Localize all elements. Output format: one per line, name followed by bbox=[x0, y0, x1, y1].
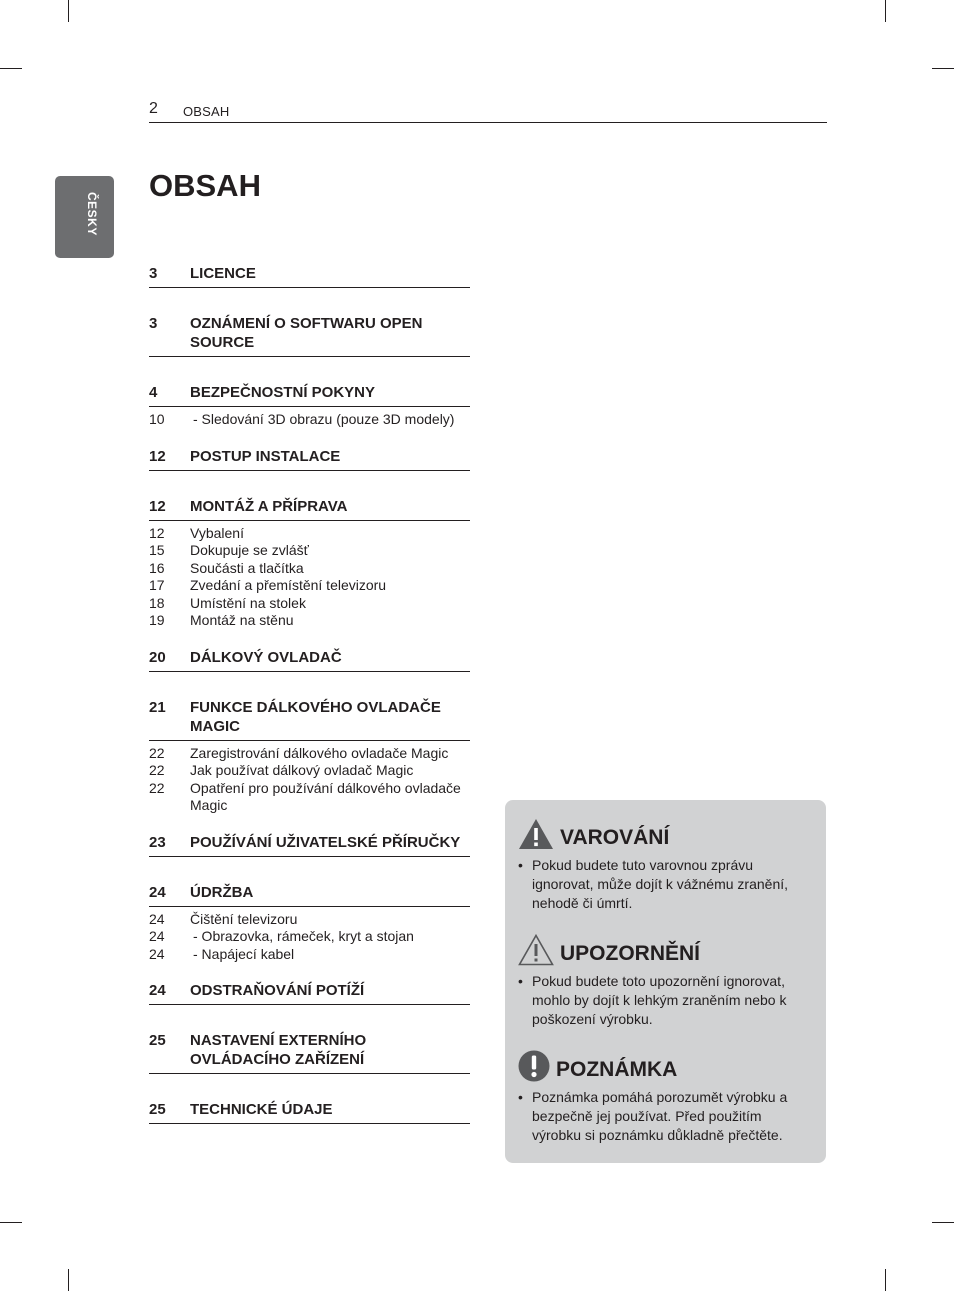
toc-subsection bbox=[149, 745, 470, 763]
toc-subsection-page: 19 bbox=[149, 612, 165, 628]
toc-section-title: BEZPEČNOSTNÍ POKYNY bbox=[190, 384, 376, 401]
toc-subsection bbox=[149, 911, 470, 929]
toc-subsection-page: 18 bbox=[149, 594, 165, 611]
toc-page-number: 4 bbox=[149, 384, 158, 401]
toc-page-number: 12 bbox=[149, 447, 166, 465]
toc-subsection bbox=[149, 577, 470, 595]
table-of-contents bbox=[149, 264, 470, 1124]
toc-subsection bbox=[149, 595, 470, 613]
toc-page-number: 25 bbox=[149, 1101, 166, 1118]
note-exclamation-icon bbox=[518, 1050, 550, 1082]
caution-triangle-icon bbox=[518, 934, 554, 966]
crop-mark bbox=[885, 1269, 886, 1291]
toc-subsection-title: Vybalení bbox=[190, 524, 244, 541]
toc-section-row bbox=[149, 1031, 470, 1069]
toc-section-row bbox=[149, 497, 470, 516]
toc-page-number: 23 bbox=[149, 833, 166, 851]
toc-section-title: NASTAVENÍ EXTERNÍHO OVLÁDACÍHO ZAŘÍZENÍ bbox=[190, 1032, 367, 1068]
toc-subsection bbox=[149, 612, 470, 630]
toc-subsection bbox=[149, 762, 470, 780]
toc-section-row bbox=[149, 883, 470, 902]
toc-subsection bbox=[149, 525, 470, 543]
crop-mark bbox=[68, 0, 69, 22]
toc-section bbox=[149, 833, 470, 857]
toc-subsection-title: Součásti a tlačítka bbox=[190, 559, 304, 576]
toc-section-title: TECHNICKÉ ÚDAJE bbox=[190, 1101, 333, 1118]
toc-page-number: 21 bbox=[149, 698, 166, 716]
toc-section-row bbox=[149, 447, 470, 466]
toc-subsection-list bbox=[149, 741, 470, 815]
running-title: OBSAH bbox=[183, 104, 230, 119]
toc-section bbox=[149, 883, 470, 907]
toc-section-title: OZNÁMENÍ O SOFTWARU OPEN SOURCE bbox=[190, 315, 423, 351]
toc-subsection-title: Montáž na stěnu bbox=[190, 612, 294, 628]
toc-section bbox=[149, 447, 470, 471]
toc-section-title: MONTÁŽ A PŘÍPRAVA bbox=[190, 497, 348, 515]
caution-heading bbox=[518, 932, 808, 966]
crop-mark bbox=[932, 1222, 954, 1223]
notice-box bbox=[505, 800, 826, 1163]
toc-section-row bbox=[149, 383, 470, 402]
toc-subsection-title: Zvedání a přemístění televizoru bbox=[190, 577, 387, 593]
toc-subsection bbox=[149, 560, 470, 578]
toc-subsection bbox=[149, 542, 470, 560]
toc-section-title: LICENCE bbox=[190, 265, 256, 282]
toc-section-row bbox=[149, 648, 470, 667]
caution-title: UPOZORNĚNÍ bbox=[560, 942, 701, 965]
crop-mark bbox=[0, 1222, 22, 1223]
note-title: POZNÁMKA bbox=[556, 1058, 678, 1081]
toc-section-row bbox=[149, 264, 470, 283]
toc-section-title: ÚDRŽBA bbox=[190, 883, 254, 901]
language-tab bbox=[55, 176, 114, 258]
toc-subsection-title: Opatření pro používání dálkového ovladače Magic bbox=[190, 779, 461, 813]
toc-page-number: 3 bbox=[149, 315, 158, 332]
crop-mark bbox=[0, 68, 22, 69]
toc-section bbox=[149, 497, 470, 521]
toc-subsection-title: Zaregistrování dálkového ovladače Magic bbox=[190, 744, 449, 761]
warning-triangle-icon bbox=[518, 818, 554, 850]
toc-subsection bbox=[149, 411, 470, 429]
toc-subsection-title: Umístění na stolek bbox=[190, 594, 306, 611]
toc-section bbox=[149, 264, 470, 288]
warning-heading bbox=[518, 816, 808, 850]
toc-section-row bbox=[149, 314, 470, 352]
toc-page-number: 24 bbox=[149, 982, 166, 999]
bullet: • bbox=[518, 1089, 523, 1105]
toc-page-number: 24 bbox=[149, 883, 166, 901]
toc-page-number: 12 bbox=[149, 497, 166, 515]
toc-section-title: DÁLKOVÝ OVLADAČ bbox=[190, 648, 342, 666]
note-text bbox=[518, 1088, 808, 1145]
toc-subsection-title: - Sledování 3D obrazu (pouze 3D modely) bbox=[193, 411, 455, 427]
toc-subsection-list bbox=[149, 521, 470, 630]
toc-subsection-list bbox=[149, 907, 470, 964]
toc-subsection-page: 10 bbox=[149, 411, 165, 427]
toc-subsection-page: 22 bbox=[149, 744, 165, 761]
toc-section-row bbox=[149, 833, 470, 852]
toc-section-row bbox=[149, 981, 470, 1000]
toc-subsection-page: 22 bbox=[149, 762, 165, 778]
toc-section-title: FUNKCE DÁLKOVÉHO OVLADAČE MAGIC bbox=[190, 698, 441, 735]
toc-section bbox=[149, 1100, 470, 1124]
toc-subsection-list bbox=[149, 407, 470, 429]
toc-page-number: 3 bbox=[149, 265, 158, 282]
toc-section-row bbox=[149, 698, 470, 736]
toc-subsection-page: 24 bbox=[149, 928, 165, 944]
toc-subsection-page: 12 bbox=[149, 524, 165, 541]
crop-mark bbox=[68, 1269, 69, 1291]
toc-page-number: 25 bbox=[149, 1032, 166, 1049]
toc-subsection bbox=[149, 928, 470, 946]
caution-notice bbox=[518, 932, 808, 1029]
toc-page-number: 20 bbox=[149, 648, 166, 666]
page-number: 2 bbox=[149, 100, 158, 117]
toc-subsection-title: - Napájecí kabel bbox=[193, 945, 295, 962]
note-heading bbox=[518, 1048, 808, 1082]
warning-title: VAROVÁNÍ bbox=[560, 826, 670, 849]
language-tab-label: ČESKY bbox=[85, 192, 99, 236]
toc-section bbox=[149, 383, 470, 407]
toc-section-row bbox=[149, 1100, 470, 1119]
toc-section bbox=[149, 1031, 470, 1074]
crop-mark bbox=[885, 0, 886, 22]
toc-subsection bbox=[149, 946, 470, 964]
toc-subsection bbox=[149, 780, 470, 815]
toc-subsection-page: 17 bbox=[149, 577, 165, 593]
toc-subsection-title: Čištění televizoru bbox=[190, 910, 298, 927]
page-title: OBSAH bbox=[149, 168, 261, 203]
toc-subsection-page: 22 bbox=[149, 779, 165, 796]
note-text-body: Poznámka pomáhá porozumět výrobku a bezpečně jej používat. Před použitím výrobku si poznámku důkladně přečtěte. bbox=[532, 1089, 788, 1143]
toc-subsection-title: Dokupuje se zvlášť bbox=[190, 542, 309, 558]
toc-section-title: POUŽÍVÁNÍ UŽIVATELSKÉ PŘÍRUČKY bbox=[190, 833, 461, 851]
warning-text-body: Pokud budete tuto varovnou zprávu ignorovat, může dojít k vážnému zranění, nehodě či úmrtí. bbox=[532, 857, 789, 911]
warning-text bbox=[518, 856, 808, 913]
toc-subsection-page: 24 bbox=[149, 910, 165, 927]
toc-section bbox=[149, 981, 470, 1005]
bullet: • bbox=[518, 973, 523, 989]
page-header bbox=[149, 100, 827, 123]
toc-section bbox=[149, 314, 470, 357]
note-notice bbox=[518, 1048, 808, 1145]
toc-subsection-page: 16 bbox=[149, 559, 165, 576]
toc-subsection-page: 24 bbox=[149, 945, 165, 962]
bullet: • bbox=[518, 857, 523, 873]
toc-subsection-title: - Obrazovka, rámeček, kryt a stojan bbox=[193, 928, 414, 944]
toc-subsection-title: Jak používat dálkový ovladač Magic bbox=[190, 762, 414, 778]
crop-mark bbox=[932, 68, 954, 69]
toc-subsection-page: 15 bbox=[149, 542, 165, 558]
caution-text-body: Pokud budete toto upozornění ignorovat, mohlo by dojít k lehkým zraněním nebo k poškození výrobku. bbox=[532, 973, 787, 1027]
toc-section-title: ODSTRAŇOVÁNÍ POTÍŽÍ bbox=[190, 982, 365, 999]
toc-section bbox=[149, 698, 470, 741]
warning-notice bbox=[518, 816, 808, 913]
toc-section bbox=[149, 648, 470, 672]
toc-section-title: POSTUP INSTALACE bbox=[190, 447, 341, 465]
caution-text bbox=[518, 972, 808, 1029]
